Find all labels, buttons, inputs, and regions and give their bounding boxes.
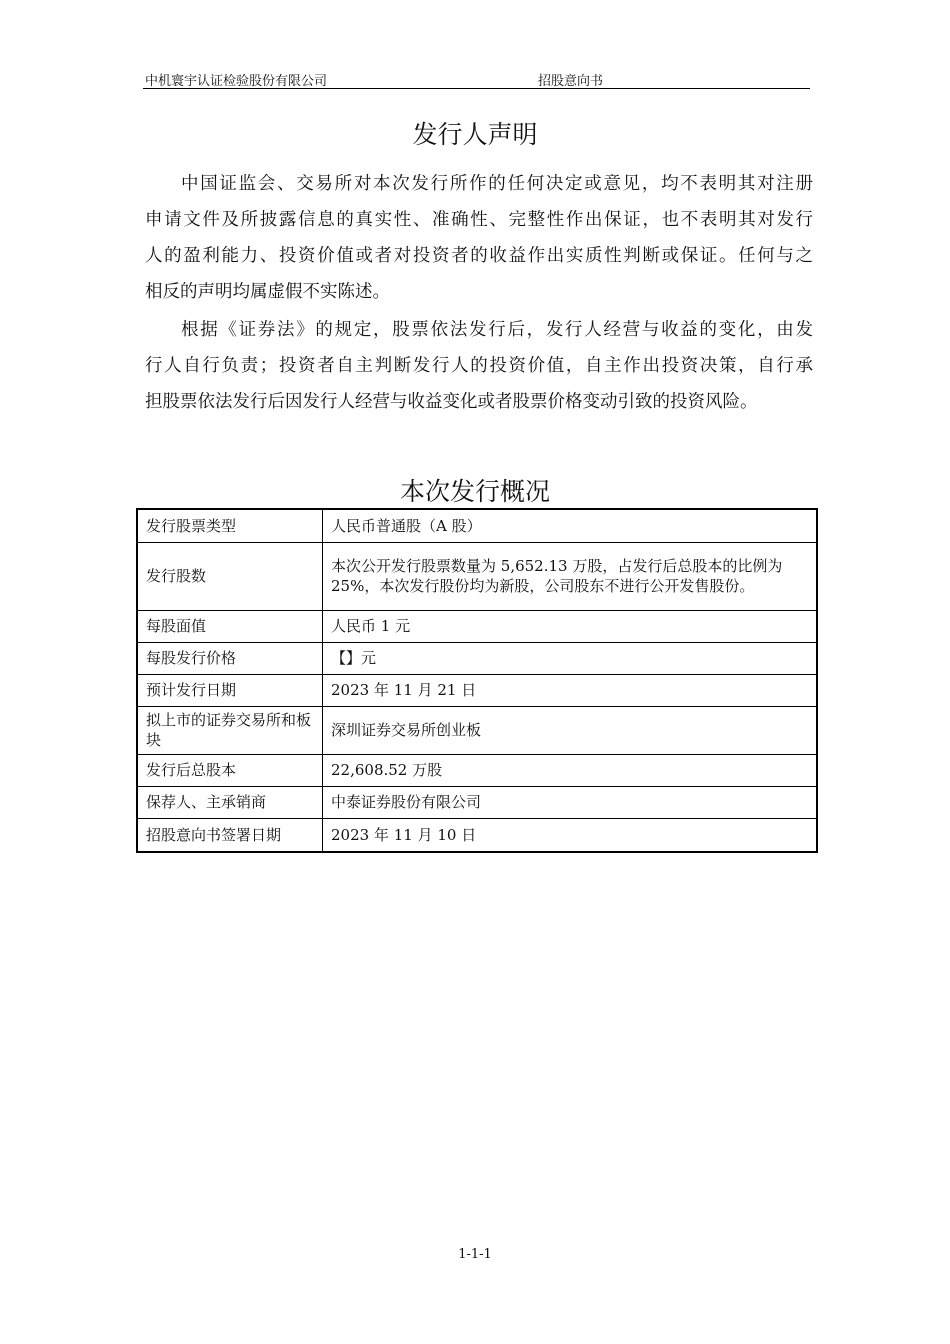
table-row (137, 610, 817, 642)
row-value: 【】元 (331, 649, 377, 667)
statement-paragraph-2 (145, 312, 813, 420)
row-value-cell (323, 786, 818, 818)
row-value: 人民币 1 元 (331, 617, 411, 635)
row-label: 每股发行价格 (137, 642, 323, 674)
row-value-cont: 25%，本次发行股份均为新股，公司股东不进行公开发售股份。 (331, 577, 755, 595)
paragraph-line: 申请文件及所披露信息的真实性、准确性、完整性作出保证，也不表明其对发行 (145, 210, 813, 230)
table-row (137, 754, 817, 786)
row-label: 拟上市的证券交易所和板块 (137, 706, 323, 754)
header-doc-type: 招股意向书 (538, 74, 604, 89)
table-row (137, 818, 817, 852)
row-value: 2023 年 11 月 21 日 (331, 681, 477, 699)
row-label: 发行股数 (137, 542, 323, 610)
row-value: 人民币普通股（A 股） (331, 516, 482, 535)
table-row (137, 509, 817, 542)
row-value-cell (323, 542, 818, 610)
row-value: 22,608.52 万股 (331, 761, 443, 779)
table-row (137, 674, 817, 706)
paragraph-line: 人的盈利能力、投资价值或者对投资者的收益作出实质性判断或保证。任何与之 (145, 246, 813, 266)
paragraph-line: 根据《证券法》的规定，股票依法发行后，发行人经营与收益的变化，由发 (181, 320, 813, 340)
paragraph-line: 中国证监会、交易所对本次发行所作的任何决定或意见，均不表明其对注册 (181, 174, 813, 194)
row-value-cell (323, 818, 818, 852)
row-value: 中泰证券股份有限公司 (331, 793, 482, 811)
paragraph-line: 相反的声明均属虚假不实陈述。 (145, 282, 390, 302)
overview-title: 本次发行概况 (399, 477, 550, 506)
page-header (143, 70, 810, 89)
header-company: 中机寰宇认证检验股份有限公司 (145, 74, 328, 89)
row-value-cell (323, 509, 818, 542)
table-row (137, 642, 817, 674)
row-label: 发行后总股本 (137, 754, 323, 786)
table-row (137, 542, 817, 610)
table-row (137, 786, 817, 818)
row-value: 本次公开发行股票数量为 5,652.13 万股，占发行后总股本的比例为 (331, 557, 783, 575)
row-label: 发行股票类型 (137, 509, 323, 542)
statement-paragraph-1 (145, 166, 813, 310)
row-value-cell (323, 642, 818, 674)
row-label: 每股面值 (137, 610, 323, 642)
table-row (137, 706, 817, 754)
row-value: 深圳证券交易所创业板 (331, 721, 482, 739)
row-value-cell (323, 610, 818, 642)
row-label: 保荐人、主承销商 (137, 786, 323, 818)
overview-table (136, 508, 818, 853)
row-label: 招股意向书签署日期 (137, 818, 323, 852)
row-value-cell (323, 706, 818, 754)
row-value: 2023 年 11 月 10 日 (331, 825, 477, 844)
statement-title: 发行人声明 (412, 120, 538, 149)
row-value-cell (323, 754, 818, 786)
page-number: 1-1-1 (458, 1247, 492, 1262)
paragraph-line: 担股票依法发行后因发行人经营与收益变化或者股票价格变动引致的投资风险。 (145, 392, 758, 412)
paragraph-line: 行人自行负责；投资者自主判断发行人的投资价值，自主作出投资决策，自行承 (145, 356, 813, 376)
row-label: 预计发行日期 (137, 674, 323, 706)
row-value-cell (323, 674, 818, 706)
